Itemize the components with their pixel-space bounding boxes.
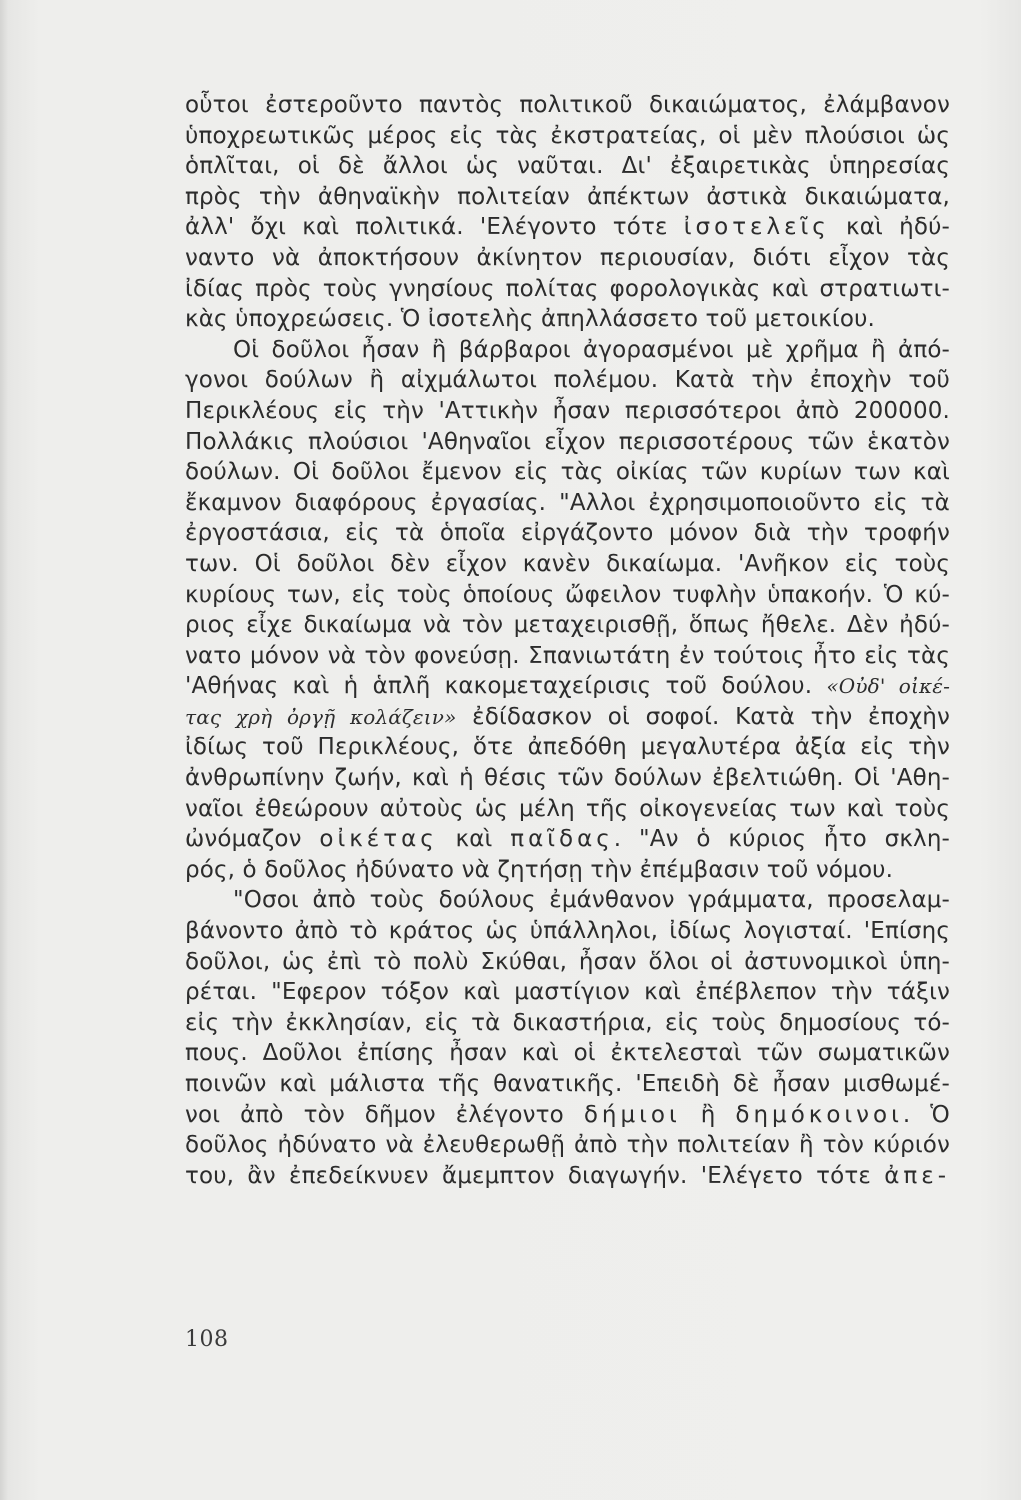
spaced-term-oiketas: οἰκέτας [319,826,438,853]
text-fragment: ἀλλ' ὄχι καὶ πολιτικά. 'Ελέγοντο τότε [185,214,668,241]
text-line: ρέται. "Εφερον τόξον καὶ μαστίγιον καὶ ἐπέβλεπον τὴν τάξιν [185,979,950,1006]
text-line [185,212,950,243]
text-line: Περικλέους εἰς τὴν 'Αττικὴν ἦσαν περισσότεροι ἀπὸ 200000. [185,397,950,424]
paragraph-start: "Οσοι ἀπὸ τοὺς δούλους ἐμάνθανον γράμματα, προσελαμ- [233,887,950,914]
text-fragment: . Ὁ [902,1101,950,1128]
text-line: νατο μόνον νὰ τὸν φονεύσῃ. Σπανιωτάτη ἐν τούτοις ἦτο εἰς τὰς [185,642,950,669]
text-line [185,824,950,855]
text-line: ναῖοι ἐθεώρουν αὐτοὺς ὡς μέλη τῆς οἰκογενείας των καὶ τοὺς [185,795,950,822]
quote-part-2: τας χρὴ ὀργῇ κολάζειν» [185,704,457,729]
text-fragment: καὶ ἠδύ- [846,214,950,241]
text-line: Πολλάκις πλούσιοι 'Αθηναῖοι εἶχον περισσοτέρους τῶν ἑκατὸν [185,428,950,455]
text-line: ὁπλῖται, οἱ δὲ ἄλλοι ὡς ναῦται. Δι' ἐξαιρετικὰς ὑπηρεσίας [185,153,950,180]
spaced-term-dimioi: δήμιοι [583,1101,681,1128]
text-line: εἰς τὴν ἐκκλησίαν, εἰς τὰ δικαστήρια, εἰς τοὺς δημοσίους τό- [185,1009,950,1036]
text-line: πρὸς τὴν ἀθηναϊκὴν πολιτείαν ἀπέκτων ἀστικὰ δικαιώματα, [185,183,950,210]
text-fragment: ἐδίδασκον οἱ σοφοί. Κατὰ τὴν ἐποχὴν [472,703,950,730]
text-line: πους. Δοῦλοι ἐπίσης ἦσαν καὶ οἱ ἐκτελεσταὶ τῶν σωματικῶν [185,1040,950,1067]
text-line: δούλων. Οἱ δοῦλοι ἔμενον εἰς τὰς οἰκίας τῶν κυρίων των καὶ [185,459,950,486]
text-fragment: ἢ [700,1101,716,1128]
text-line: ρός, ὁ δοῦλος ἠδύνατο νὰ ζητήσῃ τὴν ἐπέμβασιν τοῦ νόμου. [185,856,894,883]
text-line: κυρίους των, εἰς τοὺς ὁποίους ὤφειλον τυφλὴν ὑπακοήν. Ὁ κύ- [185,581,950,608]
text-fragment: καὶ [455,826,493,853]
text-fragment: νοι ἀπὸ τὸν δῆμον ἐλέγοντο [185,1101,564,1128]
text-line: ἀνθρωπίνην ζωήν, καὶ ἡ θέσις τῶν δούλων ἐβελτιώθη. Οἱ 'Αθη- [185,765,950,792]
text-fragment: 'Αθήνας καὶ ἡ ἁπλῆ κακομεταχείρισις τοῦ δούλου. [185,673,813,700]
text-line: ἰδίως τοῦ Περικλέους, ὅτε ἀπεδόθη μεγαλυτέρα ἀξία εἰς τὴν [185,734,950,761]
text-line [185,702,950,733]
text-line: ποινῶν καὶ μάλιστα τῆς θανατικῆς. 'Επειδὴ δὲ ἦσαν μισθωμέ- [185,1071,950,1097]
paragraph-start: Οἱ δοῦλοι ἦσαν ἢ βάρβαροι ἀγορασμένοι μὲ χρῆμα ἢ ἀπό- [233,336,950,363]
binding-shadow [0,0,8,1500]
spaced-term-dimokoinoi: δημόκοινοι [735,1101,903,1128]
page-number: 108 [185,1327,229,1352]
text-line: ἔκαμνον διαφόρους ἐργασίας. "Αλλοι ἐχρησιμοποιοῦντο εἰς τὰ [185,489,950,516]
text-fragment: του, ἂν ἐπεδείκνυεν ἄμεμπτον διαγωγήν. 'Ελέγετο τότε [185,1162,871,1189]
text-line: βάνοντο ἀπὸ τὸ κράτος ὡς ὑπάλληλοι, ἰδίως λογισταί. 'Επίσης [185,918,950,945]
spaced-term-ape: ἀπε- [884,1162,950,1189]
text-line [185,1100,950,1131]
text-line: κὰς ὑποχρεώσεις. Ὁ ἰσοτελὴς ἀπηλλάσσετο τοῦ μετοικίου. [185,306,875,333]
text-line: οὗτοι ἐστεροῦντο παντὸς πολιτικοῦ δικαιώματος, ἐλάμβανον [185,92,950,118]
text-line [185,671,950,702]
text-line [185,1161,950,1192]
quote-part-1: «Οὐδ' οἰκέ- [826,674,951,699]
text-line: ὑποχρεωτικῶς μέρος εἰς τὰς ἐκστρατείας, οἱ μὲν πλούσιοι ὡς [185,122,950,149]
text-fragment: ὠνόμαζον [185,826,302,853]
spaced-term-paidas: παῖδας [510,826,614,853]
text-line: ναντο νὰ ἀποκτήσουν ἀκίνητον περιουσίαν, διότι εἶχον τὰς [185,244,950,271]
text-fragment: . "Αν ὁ κύριος ἦτο σκλη- [613,826,950,853]
text-line: ἐργοστάσια, εἰς τὰ ὁποῖα εἰργάζοντο μόνον διὰ τὴν τροφήν [185,520,950,547]
text-line: γονοι δούλων ἢ αἰχμάλωτοι πολέμου. Κατὰ τὴν ἐποχὴν τοῦ [185,367,950,394]
text-line: των. Οἱ δοῦλοι δὲν εἶχον κανὲν δικαίωμα. 'Ανῆκον εἰς τοὺς [185,550,950,577]
text-line: ριος εἶχε δικαίωμα νὰ τὸν μεταχειρισθῇ, ὅπως ἤθελε. Δὲν ἠδύ- [185,612,950,639]
text-line: ἰδίας πρὸς τοὺς γνησίους πολίτας φορολογικὰς καὶ στρατιωτι- [185,275,950,302]
text-line: δοῦλοι, ὡς ἐπὶ τὸ πολὺ Σκύθαι, ἦσαν ὅλοι οἱ ἀστυνομικοὶ ὑπη- [185,948,950,975]
body-text [185,90,950,1191]
text-line: δοῦλος ἠδύνατο νὰ ἐλευθερωθῇ ἀπὸ τὴν πολιτείαν ἢ τὸν κύριόν [185,1132,950,1159]
spaced-term-isoteleis: ἰσοτελεῖς [683,214,830,241]
